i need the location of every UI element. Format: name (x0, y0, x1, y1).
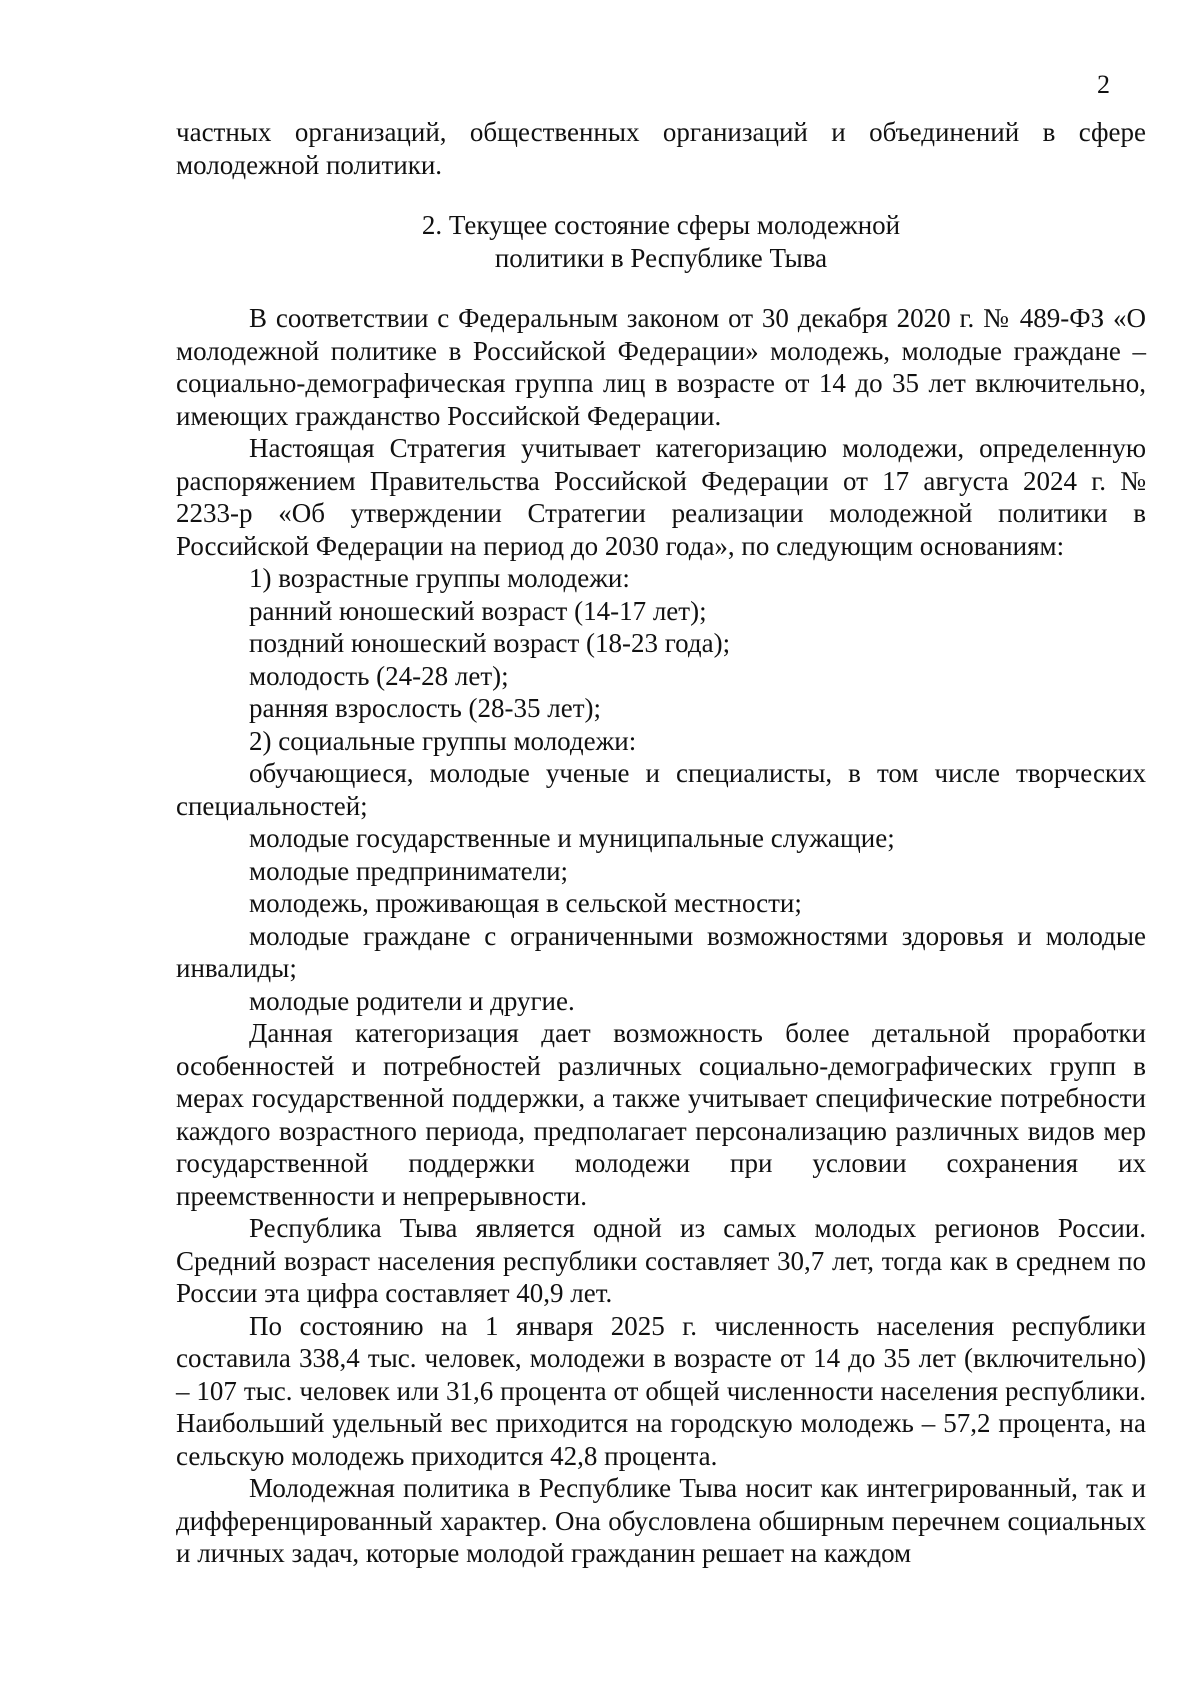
age-groups-heading: 1) возрастные группы молодежи: (249, 563, 630, 593)
paragraph-population-stats: По состоянию на 1 января 2025 г. численность населения республики составила 338,4 тыс. человек, молодежи в возрасте от 14 до 35 лет (включительно) – 107 тыс. человек или 31,6 процента от общей численности населения республики. Наибольший удельный вес приходится на городскую молодежь – 57,2 процента, на сельскую молодежь приходится 42,8 процента. (176, 1310, 1146, 1471)
intro-paragraph: частных организаций, общественных организаций и объединений в сфере молодежной политики. (176, 117, 1146, 180)
section-heading-line-2: политики в Республике Тыва (494, 242, 828, 273)
social-group-item: молодежь, проживающая в сельской местности; (249, 888, 802, 918)
age-group-item: ранний юношеский возраст (14-17 лет); (249, 595, 707, 626)
paragraph-young-region: Республика Тыва является одной из самых молодых регионов России. Средний возраст населения республики составляет 30,7 лет, тогда как в среднем по России эта цифра составляет 40,9 лет. (176, 1213, 1146, 1308)
social-group-item: обучающиеся, молодые ученые и специалисты, в том числе творческих специальностей; (176, 758, 1146, 821)
paragraph-law-definition: В соответствии с Федеральным законом от 30 декабря 2020 г. № 489-ФЗ «О молодежной политике в Российской Федерации» молодежь, молодые граждане – социально-демографическая группа лиц в возрасте от 14 до 35 лет включительно, имеющих гражданство Российской Федерации. (176, 303, 1146, 431)
social-group-item: молодые родители и другие. (249, 985, 575, 1016)
paragraph-strategy-categorization: Настоящая Стратегия учитывает категоризацию молодежи, определенную распоряжением Правительства Российской Федерации от 17 августа 2024 г. № 2233-р «Об утверждении Стратегии реализации молодежной политики в Российской Федерации на период до 2030 года», по следующим основаниям: (176, 433, 1146, 561)
social-group-item: молодые предприниматели; (249, 855, 569, 886)
document-body (176, 116, 1146, 1570)
paragraph-youth-policy: Молодежная политика в Республике Тыва носит как интегрированный, так и дифференцированный характер. Она обусловлена обширным перечнем социальных и личных задач, которые молодой гражданин решает на каждом (176, 1473, 1146, 1568)
age-group-item: ранняя взрослость (28-35 лет); (249, 693, 602, 723)
section-heading-line-1: 2. Текущее состояние сферы молодежной (421, 210, 901, 240)
social-group-item: молодые государственные и муниципальные служащие; (249, 823, 895, 853)
age-group-item: поздний юношеский возраст (18-23 года); (249, 628, 731, 658)
social-group-item: молодые граждане с ограниченными возможностями здоровья и молодые инвалиды; (176, 920, 1146, 983)
section-heading (176, 209, 1146, 274)
age-group-item: молодость (24-28 лет); (249, 660, 509, 691)
paragraph-categorization-purpose: Данная категоризация дает возможность более детальной проработки особенностей и потребностей различных социально-демографических групп в мерах государственной поддержки, а также учитывает специфические потребности каждого возрастного периода, предполагает персонализацию различных видов мер государственной поддержки молодежи при условии сохранения их преемственности и непрерывности. (176, 1018, 1146, 1211)
social-groups-heading: 2) социальные группы молодежи: (249, 725, 637, 756)
page-number: 2 (1097, 70, 1110, 99)
